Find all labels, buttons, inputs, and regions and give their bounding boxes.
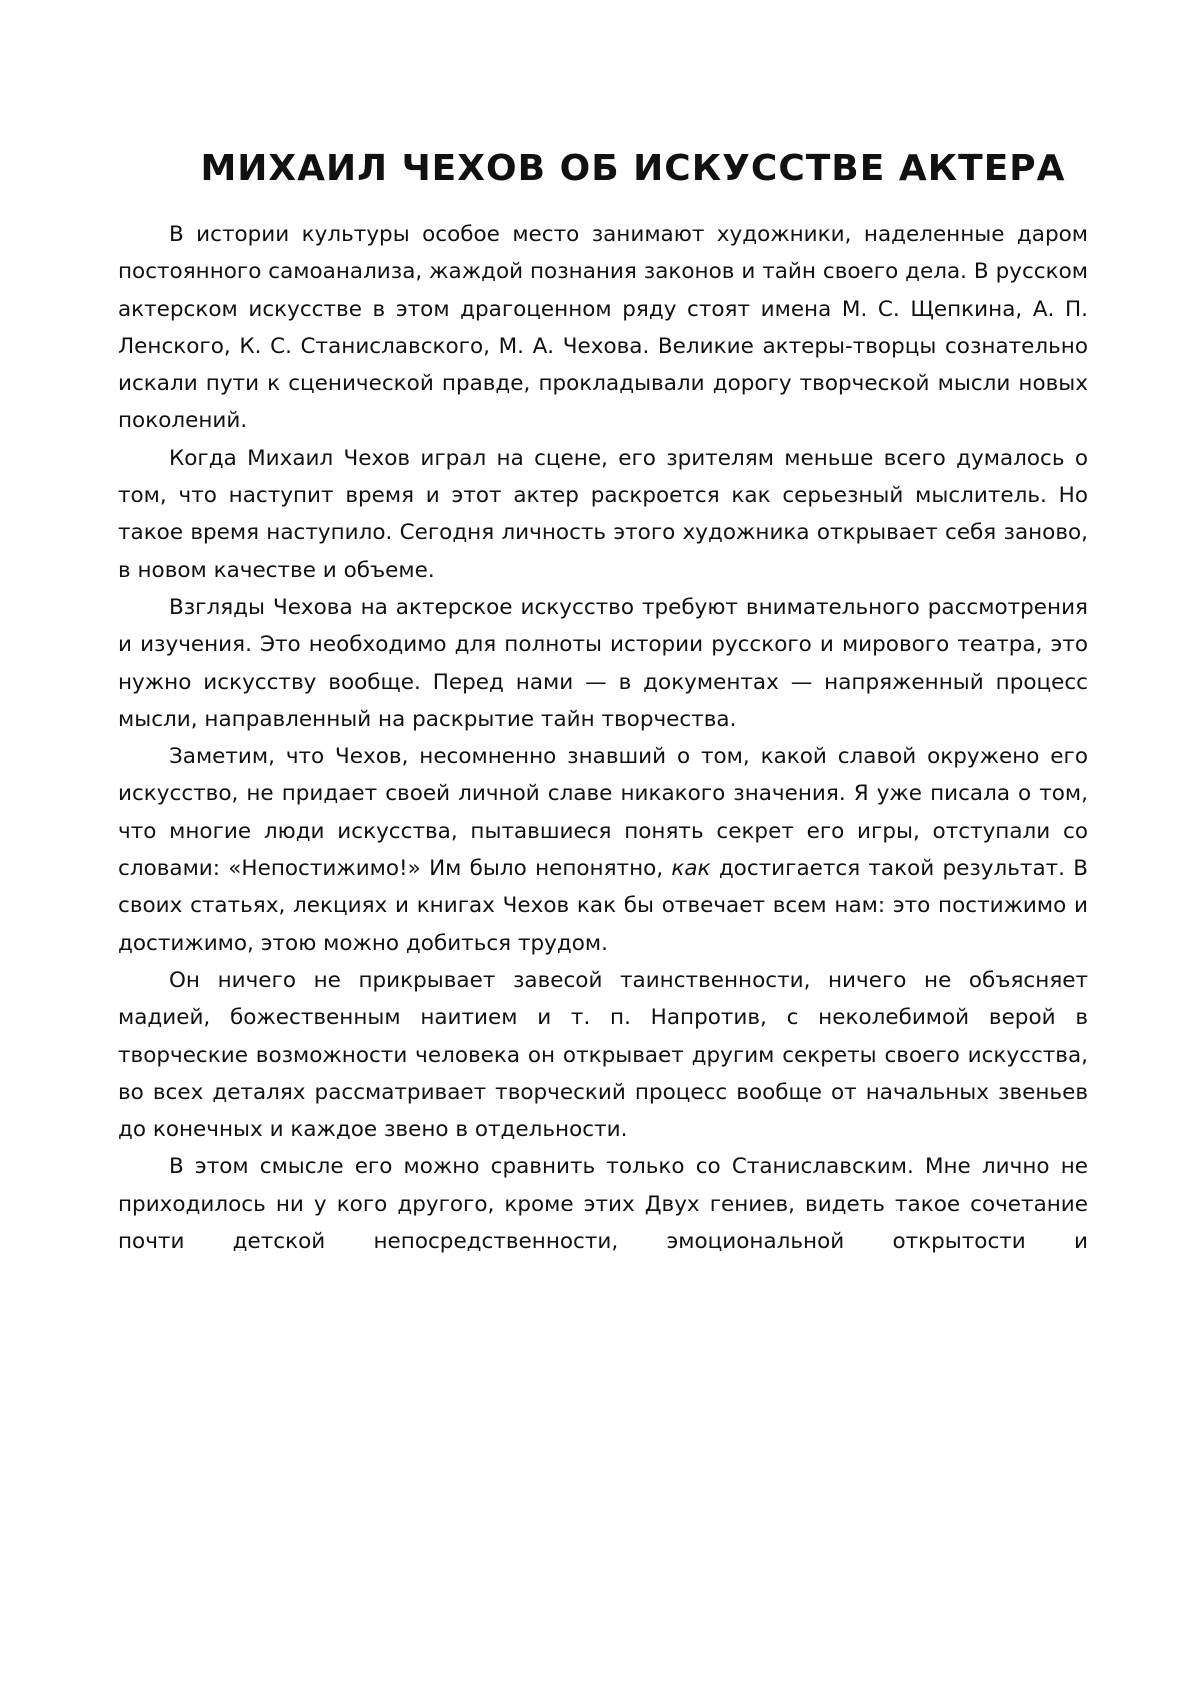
paragraph-5: Он ничего не прикрывает завесой таинственности, ничего не объясняет мадией, божественным наитием и т. п. Напротив, с неколебимой верой в творческие возможности человека он открывает другим секреты своего искусства, во всех деталях рассматривает творческий процесс вообще от начальных звеньев до конечных и каждое звено в отдельности. bbox=[118, 962, 1088, 1148]
paragraph-4-text-after: достигается такой результат. В своих статьях, лекциях и книгах Чехов как бы отвечает всем нам: это постижимо и достижимо, этою можно добиться трудом. bbox=[118, 856, 1088, 956]
document-title: МИХАИЛ ЧЕХОВ ОБ ИСКУССТВЕ АКТЕРА bbox=[118, 147, 1088, 191]
document-body bbox=[118, 216, 1088, 1260]
paragraph-6: В этом смысле его можно сравнить только со Станиславским. Мне лично не приходилось ни у кого другого, кроме этих Двух гениев, видеть такое сочетание почти детской непосредственности, эмоциональной открытости и bbox=[118, 1148, 1088, 1260]
paragraph-4 bbox=[118, 738, 1088, 962]
paragraph-3: Взгляды Чехова на актерское искусство требуют внимательного рассмотрения и изучения. Это необходимо для полноты истории русского и мирового театра, это нужно искусству вообще. Перед нами — в документах — напряженный процесс мысли, направленный на раскрытие тайн творчества. bbox=[118, 589, 1088, 738]
italic-word: как bbox=[671, 856, 710, 881]
document-page bbox=[0, 0, 1200, 1697]
paragraph-1: В истории культуры особое место занимают художники, наделенные даром постоянного самоанализа, жаждой познания законов и тайн своего дела. В русском актерском искусстве в этом драгоценном ряду стоят имена М. С. Щепкина, А. П. Ленского, К. С. Станиславского, М. А. Чехова. Великие актеры-творцы сознательно искали пути к сценической правде, прокладывали дорогу творческой мысли новых поколений. bbox=[118, 216, 1088, 440]
paragraph-2: Когда Михаил Чехов играл на сцене, его зрителям меньше всего думалось о том, что наступит время и этот актер раскроется как серьезный мыслитель. Но такое время наступило. Сегодня личность этого художника открывает себя заново, в новом качестве и объеме. bbox=[118, 440, 1088, 589]
paragraph-4-text-before: Заметим, что Чехов, несомненно знавший о том, какой славой окружено его искусство, не придает своей личной славе никакого значения. Я уже писала о том, что многие люди искусства, пытавшиеся понять секрет его игры, отступали со словами: «Непостижимо!» Им было непонятно, bbox=[118, 744, 1088, 881]
